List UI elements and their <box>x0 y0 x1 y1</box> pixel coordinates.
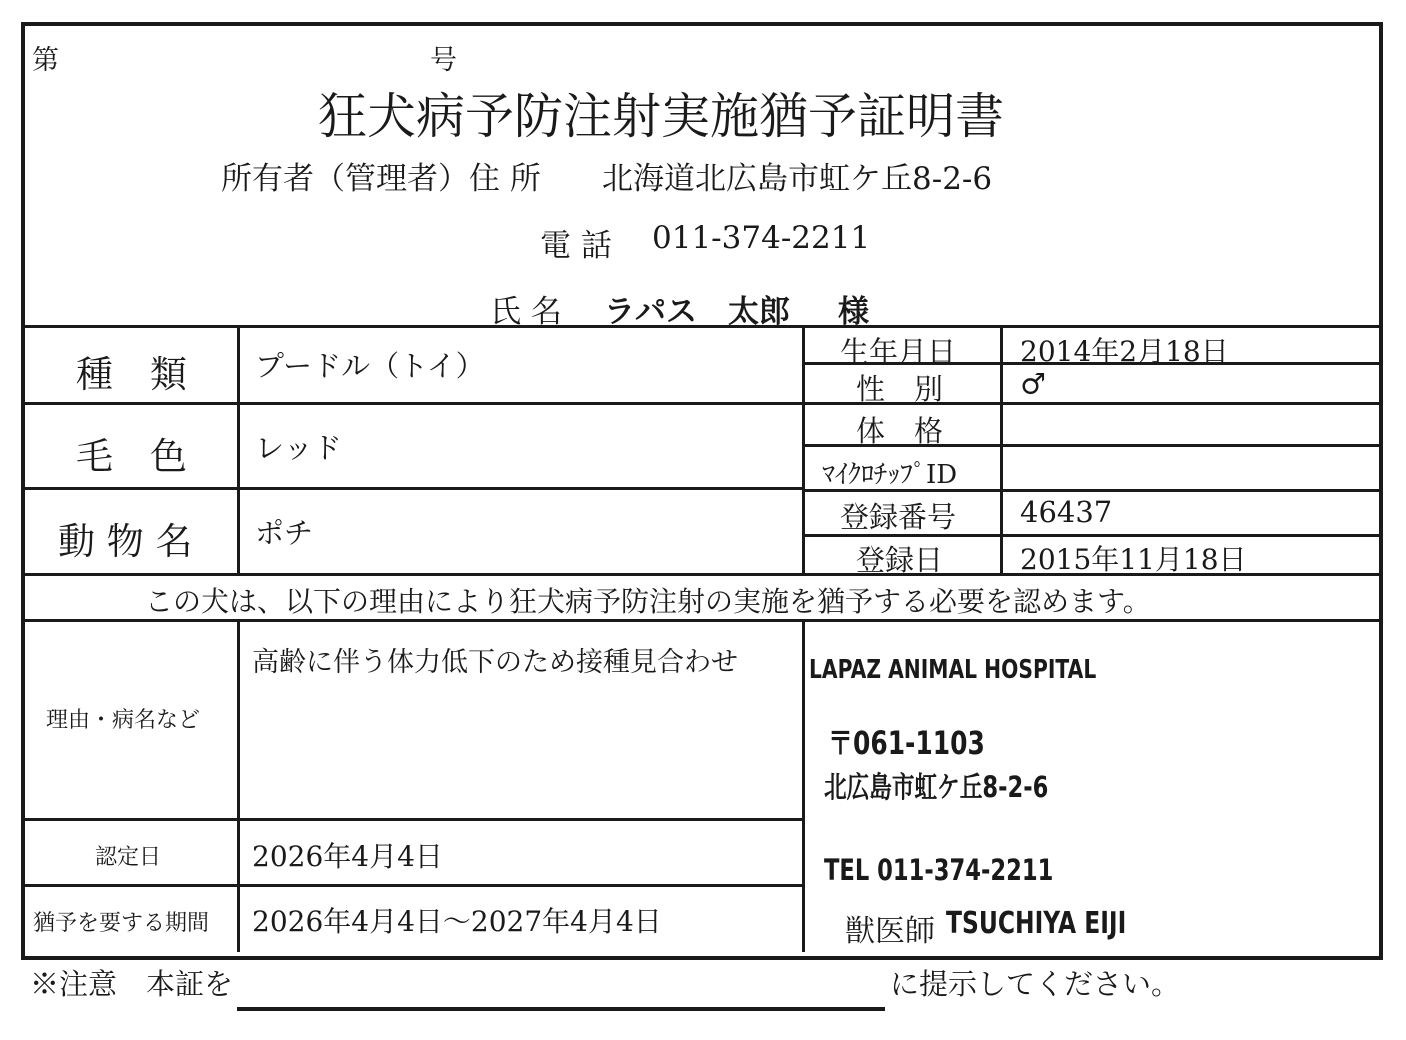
statement: この犬は、以下の理由により狂犬病予防注射の実施を猶予する必要を認めます。 <box>145 585 1151 618</box>
animal-name-label: 動 物 名 <box>58 520 193 563</box>
divider-certdate <box>25 884 805 887</box>
deferral-period-label: 猶予を要する期間 <box>33 911 210 936</box>
animal-name-value: ポチ <box>255 516 314 550</box>
reason-label: 理由・病名など <box>46 708 201 733</box>
color-label: 毛 色 <box>76 435 187 478</box>
divider-col-mid <box>802 325 805 576</box>
divider-row1 <box>25 402 805 405</box>
birthdate-value: 2014年2月18日 <box>1020 335 1229 368</box>
sex-value: ♂ <box>1020 367 1046 401</box>
birthdate-label: 生年月日 <box>840 335 957 369</box>
certificate-number-prefix: 第 <box>32 45 59 76</box>
address-label: 所有者（管理者）住 所 <box>221 161 541 197</box>
footer-blank-underline <box>237 1007 885 1011</box>
sex-label: 性 別 <box>856 372 944 406</box>
registration-number-value: 46437 <box>1020 495 1113 529</box>
registration-date-value: 2015年11月18日 <box>1020 543 1247 576</box>
page-title: 狂犬病予防注射実施猶予証明書 <box>318 88 1005 145</box>
registration-date-label: 登録日 <box>856 543 944 577</box>
hospital-phone: TEL 011-374-2211 <box>824 853 1054 887</box>
registration-number-label: 登録番号 <box>840 500 957 534</box>
veterinarian-name: TSUCHIYA EIJI <box>946 906 1127 941</box>
deferral-period-value: 2026年4月4日～2027年4月4日 <box>252 905 662 938</box>
certificate-number-suffix: 号 <box>430 45 457 76</box>
reason-value: 高齢に伴う体力低下のため接種見合わせ <box>252 647 738 678</box>
build-label: 体 格 <box>856 414 944 448</box>
owner-name-label: 氏 名 <box>490 294 562 330</box>
hospital-postal-code: 〒061-1103 <box>828 724 985 762</box>
divider-col-right <box>1000 325 1003 576</box>
hospital-name: LAPAZ ANIMAL HOSPITAL <box>809 655 1097 685</box>
breed-value: プードル（トイ） <box>255 349 485 383</box>
phone-label: 電 話 <box>540 228 612 264</box>
hospital-address: 北広島市虹ケ丘8-2-6 <box>824 770 1049 804</box>
color-value: レッド <box>255 431 342 465</box>
certification-date-label: 認定日 <box>95 845 162 870</box>
microchip-label: ﾏｲｸﾛﾁｯﾌﾟID <box>822 460 958 490</box>
breed-label: 種 類 <box>76 353 187 396</box>
footer-note-suffix: に提示してください。 <box>890 967 1181 1001</box>
divider-reason <box>25 818 805 821</box>
divider-col-label <box>237 325 240 576</box>
footer-note-prefix: ※注意 本証を <box>30 967 234 1001</box>
divider-col-mid-lower <box>802 619 805 952</box>
veterinarian-label: 獣医師 <box>845 914 935 949</box>
address-value: 北海道北広島市虹ケ丘8-2-6 <box>602 161 993 197</box>
owner-honorific: 様 <box>838 294 869 330</box>
divider-col-label-lower <box>237 619 240 952</box>
certification-date-value: 2026年4月4日 <box>252 840 443 873</box>
owner-name: ラパス 太郎 <box>604 294 790 330</box>
phone-value: 011-374-2211 <box>652 220 871 256</box>
divider-row2 <box>25 487 805 490</box>
